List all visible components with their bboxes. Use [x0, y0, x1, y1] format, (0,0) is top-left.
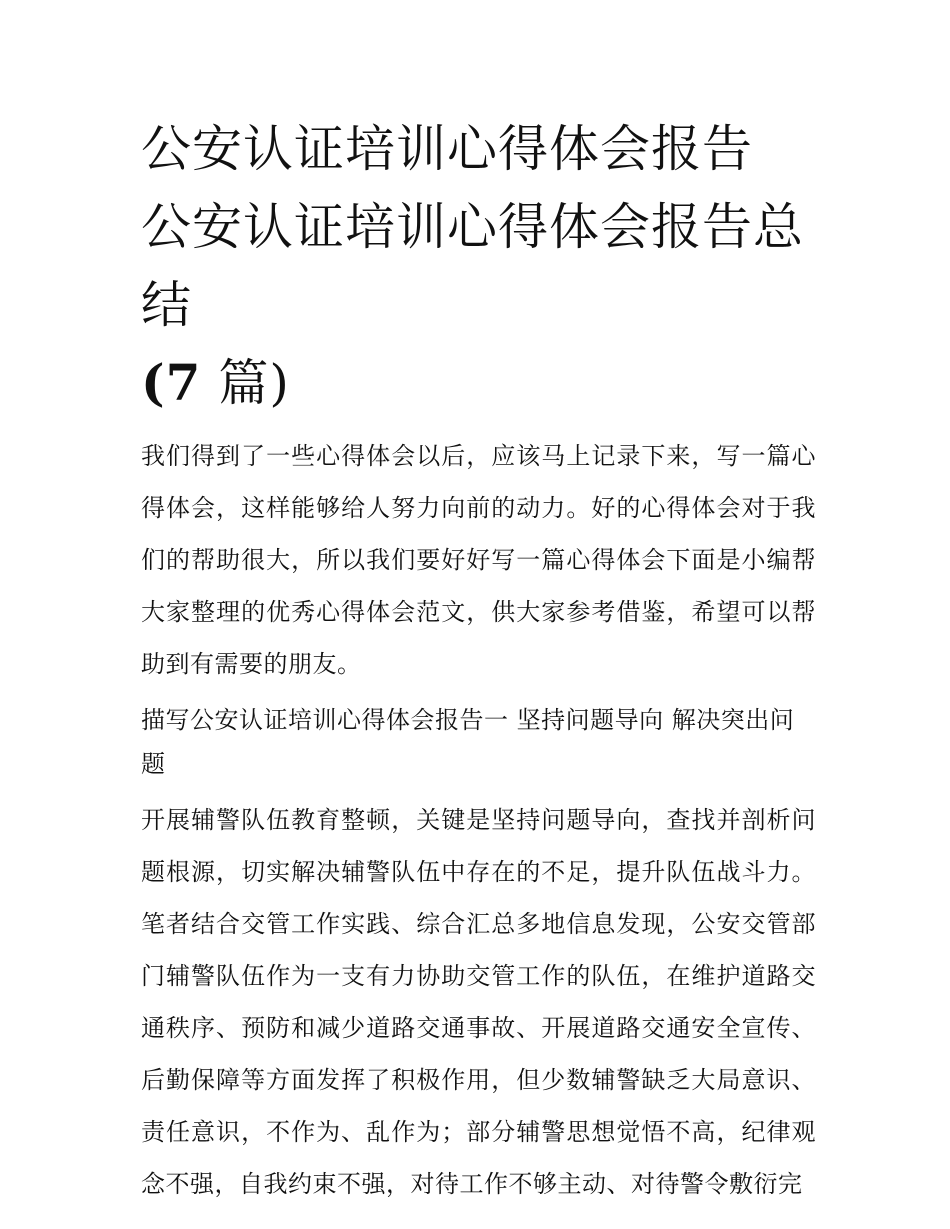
title-main: 公安认证培训心得体会报告 公安认证培训心得体会报告总结 [141, 120, 804, 334]
title-count: (7 [141, 353, 202, 412]
title-unit: 篇) [218, 354, 290, 412]
body-paragraph: 开展辅警队伍教育整顿，关键是坚持问题导向，查找并剖析问题根源，切实解决辅警队伍中存在的不足，提升队伍战斗力。笔者结合交管工作实践、综合汇总多地信息发现，公安交管部门辅警队伍作为一支有力协助交管工作的队伍，在维护道路交通秩序、预防和减少道路交通事故、开展道路交通安全宣传、后勤保障等方面发挥了积极作用，但少数辅警缺乏大局意识、责任意识，不作为、乱作为；部分辅警思想觉悟不高，纪律观念不强，自我约束不强，对待工作不够主动、对待警令敷衍完 [141, 806, 816, 1198]
section-heading: 描写公安认证培训心得体会报告一 坚持问题导向 解决突出问题 [141, 706, 795, 778]
intro-paragraph: 我们得到了一些心得体会以后，应该马上记录下来，写一篇心得体会，这样能够给人努力向前的动力。好的心得体会对于我们的帮助很大，所以我们要好好写一篇心得体会下面是小编帮大家整理的优秀心得体会范文，供大家参考借鉴，希望可以帮助到有需要的朋友。 [141, 442, 816, 678]
document-page [141, 110, 816, 1210]
document-title [141, 110, 816, 422]
